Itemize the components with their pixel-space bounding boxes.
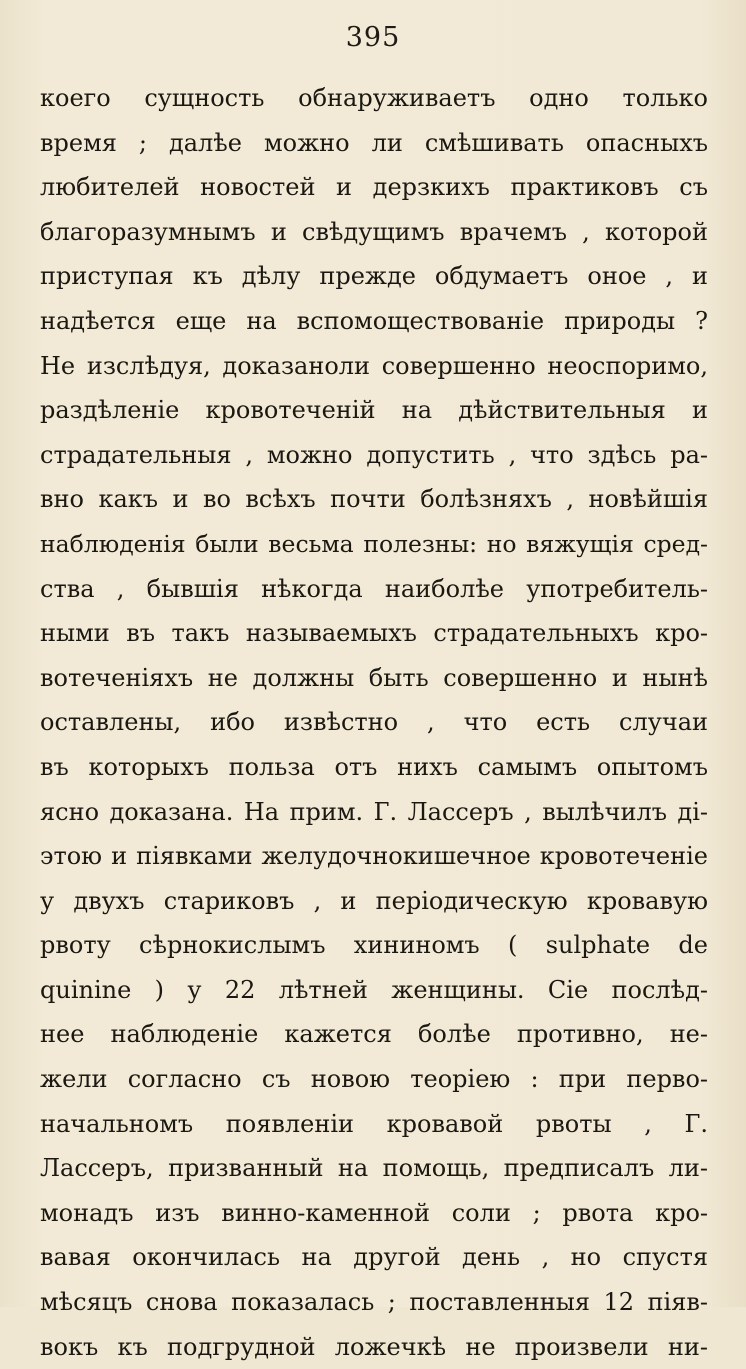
body-text	[40, 76, 708, 1369]
text-line: вокъ къ подгрудной ложечкѣ не произвели ни-	[40, 1332, 708, 1361]
text-line: жели согласно съ новою теоріею : при перво-	[40, 1065, 708, 1094]
text-line: благоразумнымъ и свѣдущимъ врачемъ , которой	[40, 217, 708, 246]
page-number: 395	[345, 22, 401, 53]
text-line: монадъ изъ винно-каменной соли ; рвота кро-	[40, 1198, 708, 1227]
text-line: мѣсяцъ снова показалась ; поставленныя 12 піяв-	[40, 1288, 708, 1317]
text-line: ясно доказана. На прим. Г. Лассеръ , вылѣчилъ ді-	[40, 797, 708, 826]
text-line: нее наблюденіе кажется болѣе противно, не-	[40, 1020, 708, 1049]
text-line: рвоту сѣрнокислымъ хининомъ ( sulphate de	[40, 931, 708, 960]
text-line: оставлены, ибо извѣстно , что есть случаи	[40, 708, 708, 737]
text-line: вотеченіяхъ не должны быть совершенно и нынѣ	[40, 663, 708, 692]
text-line: ными въ такъ называемыхъ страдательныхъ кро-	[40, 619, 708, 648]
text-line: надѣется еще на вспомоществованіе природы ?	[40, 306, 708, 335]
text-line: Лассеръ, призванный на помощь, предписалъ ли-	[40, 1154, 708, 1183]
text-line: начальномъ появленіи кровавой рвоты , Г.	[40, 1109, 708, 1138]
text-line: раздѣленіе кровотеченій на дѣйствительныя и	[40, 396, 708, 425]
text-line: страдательныя , можно допустить , что здѣсь ра-	[40, 440, 708, 469]
text-line: коего сущность обнаруживаетъ одно только	[40, 84, 708, 112]
text-line: наблюденія были весьма полезны: но вяжущія сред-	[40, 529, 708, 558]
text-line: вно какъ и во всѣхъ почти болѣзняхъ , новѣйшія	[40, 485, 708, 514]
text-line: приступая къ дѣлу прежде обдумаетъ оное , и	[40, 262, 708, 291]
text-line: любителей новостей и дерзкихъ практиковъ съ	[40, 173, 708, 202]
text-line: ства , бывшія нѣкогда наиболѣе употребитель-	[40, 574, 708, 603]
text-line: у двухъ стариковъ , и періодическую кровавую	[40, 886, 708, 915]
text-line: время ; далѣе можно ли смѣшивать опасныхъ	[40, 128, 708, 157]
text-line: quinine ) у 22 лѣтней женщины. Сіе послѣд-	[40, 975, 708, 1004]
text-line: въ которыхъ польза отъ нихъ самымъ опытомъ	[40, 752, 708, 781]
text-line: этою и піявками желудочнокишечное кровотеченіе	[40, 842, 708, 871]
text-line: Не изслѣдуя, доказаноли совершенно неоспоримо,	[40, 351, 708, 380]
text-line: вавая окончилась на другой день , но спустя	[40, 1243, 708, 1272]
